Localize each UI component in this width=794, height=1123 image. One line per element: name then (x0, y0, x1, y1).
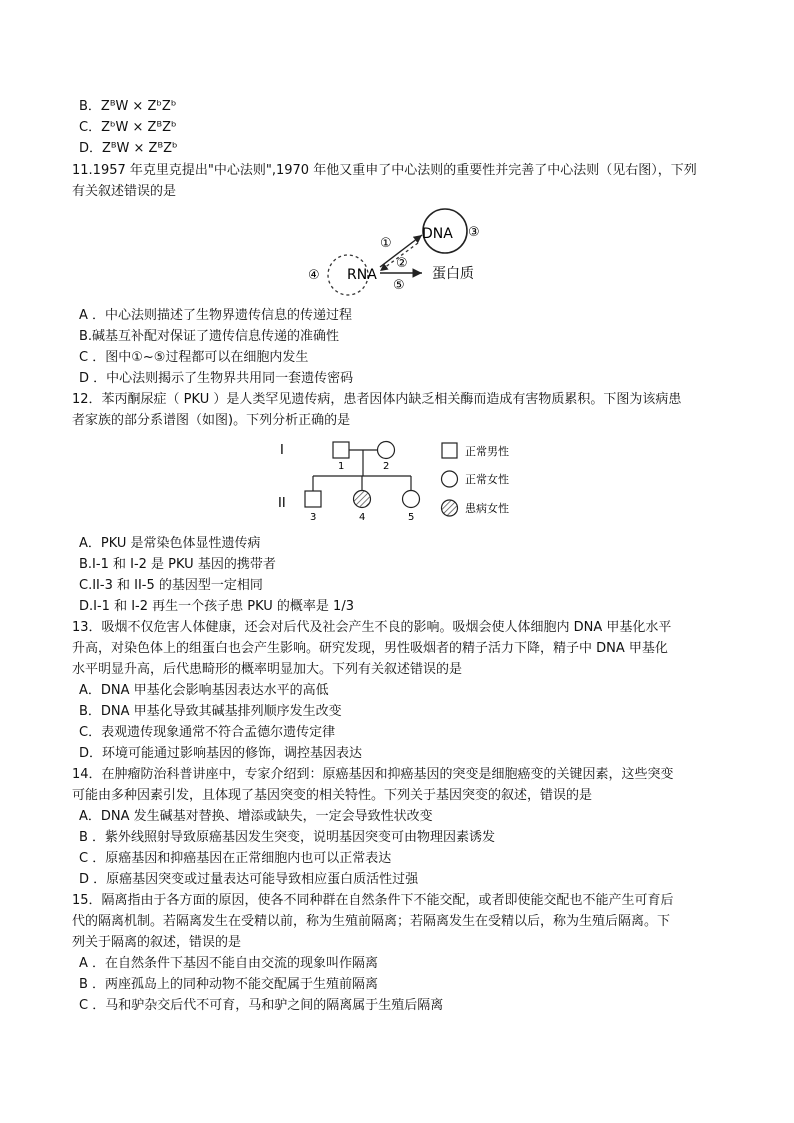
legend-normal-male-icon (442, 443, 457, 458)
q11-stem-line-2: 有关叙述错误的是 (72, 184, 177, 199)
process-number-5: ⑤ (393, 278, 405, 293)
q13-stem-line-3: 水平明显升高，后代患畸形的概率明显加大。下列有关叙述错误的是 (72, 662, 463, 677)
q12-stem-line-1: 12．苯丙酮尿症（ PKU ）是人类罕见遗传病，患者因体内缺乏相关酶而造成有害物质累积。下图为该病患 (72, 392, 682, 407)
process-number-3: ③ (468, 225, 480, 240)
q14-option-b: B ．紫外线照射导致原癌基因发生突变，说明基因突变可由物理因素诱发 (79, 830, 496, 845)
q13-option-a: A．DNA 甲基化会影响基因表达水平的高低 (79, 683, 329, 698)
individual-II-5-female (403, 491, 420, 508)
q12-stem-line-2: 者家族的部分系谱图（如图)。下列分析正确的是 (72, 413, 351, 428)
generation-2-label: II (278, 496, 286, 511)
q15-option-b: B ．两座孤岛上的同种动物不能交配属于生殖前隔离 (79, 977, 379, 992)
rna-label: RNA (347, 267, 377, 283)
central-dogma-diagram (300, 205, 500, 305)
pedigree-chart (270, 432, 530, 528)
individual-II-3-male (305, 491, 321, 507)
q14-stem-line-1: 14．在肿瘤防治科普讲座中，专家介绍到：原癌基因和抑癌基因的突变是细胞癌变的关键因素，这些突变 (72, 767, 674, 782)
q12-option-d: D.I-1 和 I-2 再生一个孩子患 PKU 的概率是 1/3 (79, 599, 354, 614)
individual-I-1-male (333, 442, 349, 458)
q12-option-a: A．PKU 是常染色体显性遗传病 (79, 536, 261, 551)
q12-option-c: C.II-3 和 II-5 的基因型一定相同 (79, 578, 263, 593)
process-number-1: ① (380, 236, 392, 251)
q13-stem-line-2: 升高，对染色体上的组蛋白也会产生影响。研究发现，男性吸烟者的精子活力下降，精子中 DNA 甲基化 (72, 641, 668, 656)
q13-stem-line-1: 13．吸烟不仅危害人体健康，还会对后代及社会产生不良的影响。吸烟会使人体细胞内 DNA 甲基化水平 (72, 620, 672, 635)
q13-option-b: B．DNA 甲基化导致其碱基排列顺序发生改变 (79, 704, 342, 719)
individual-I-2-female (378, 442, 395, 459)
legend-normal-male: 正常男性 (465, 445, 509, 458)
q15-option-a: A ．在自然条件下基因不能自由交流的现象叫作隔离 (79, 956, 379, 971)
q10-option-b: B．ZᴮW × ZᵇZᵇ (79, 99, 177, 114)
q14-option-c: C ．原癌基因和抑癌基因在正常细胞内也可以正常表达 (79, 851, 392, 866)
q11-option-c: C ．图中①~⑤过程都可以在细胞内发生 (79, 350, 309, 365)
q13-option-d: D．环境可能通过影响基因的修饰，调控基因表达 (79, 746, 363, 761)
generation-1-label: I (280, 443, 284, 458)
protein-label: 蛋白质 (432, 266, 474, 282)
q15-stem-line-1: 15．隔离指由于各方面的原因，使各不同种群在自然条件下不能交配，或者即使能交配也不能产生可育后 (72, 893, 674, 908)
q11-option-b: B.碱基互补配对保证了遗传信息传递的准确性 (79, 329, 340, 344)
q11-stem-line-1: 11.1957 年克里克提出"中心法则",1970 年他又重申了中心法则的重要性并完善了中心法则（见右图），下列 (72, 163, 697, 178)
q12-option-b: B.I-1 和 I-2 是 PKU 基因的携带者 (79, 557, 276, 572)
q15-stem-line-2: 代的隔离机制。若隔离发生在受精以前，称为生殖前隔离；若隔离发生在受精以后，称为生殖后隔离。下 (72, 914, 671, 929)
individual-number-3: 3 (310, 512, 317, 523)
q11-option-d: D ．中心法则揭示了生物界共用同一套遗传密码 (79, 371, 354, 386)
legend-normal-female: 正常女性 (465, 473, 509, 486)
individual-number-4: 4 (359, 512, 366, 523)
q14-option-a: A．DNA 发生碱基对替换、增添或缺失，一定会导致性状改变 (79, 809, 433, 824)
individual-number-5: 5 (408, 512, 415, 523)
process-number-2: ② (396, 256, 408, 271)
q14-stem-line-2: 可能由多种因素引发，且体现了基因突变的相关特性。下列关于基因突变的叙述，错误的是 (72, 788, 593, 803)
q13-option-c: C．表观遗传现象通常不符合孟德尔遗传定律 (79, 725, 336, 740)
q15-option-c: C ．马和驴杂交后代不可育，马和驴之间的隔离属于生殖后隔离 (79, 998, 444, 1013)
dna-label: DNA (422, 226, 453, 242)
process-number-4: ④ (308, 268, 320, 283)
q15-stem-line-3: 列关于隔离的叙述，错误的是 (72, 935, 242, 950)
q10-option-d: D．ZᴮW × ZᴮZᵇ (79, 141, 178, 156)
individual-number-1: 1 (338, 461, 345, 472)
q10-option-c: C．ZᵇW × ZᴮZᵇ (79, 120, 177, 135)
individual-II-4-affected-female (354, 491, 371, 508)
legend-affected-female-icon (442, 500, 458, 516)
individual-number-2: 2 (383, 461, 390, 472)
q14-option-d: D ．原癌基因突变或过量表达可能导致相应蛋白质活性过强 (79, 872, 419, 887)
legend-normal-female-icon (442, 471, 458, 487)
legend-affected-female: 患病女性 (465, 502, 509, 515)
q11-option-a: A ．中心法则描述了生物界遗传信息的传递过程 (79, 308, 353, 323)
